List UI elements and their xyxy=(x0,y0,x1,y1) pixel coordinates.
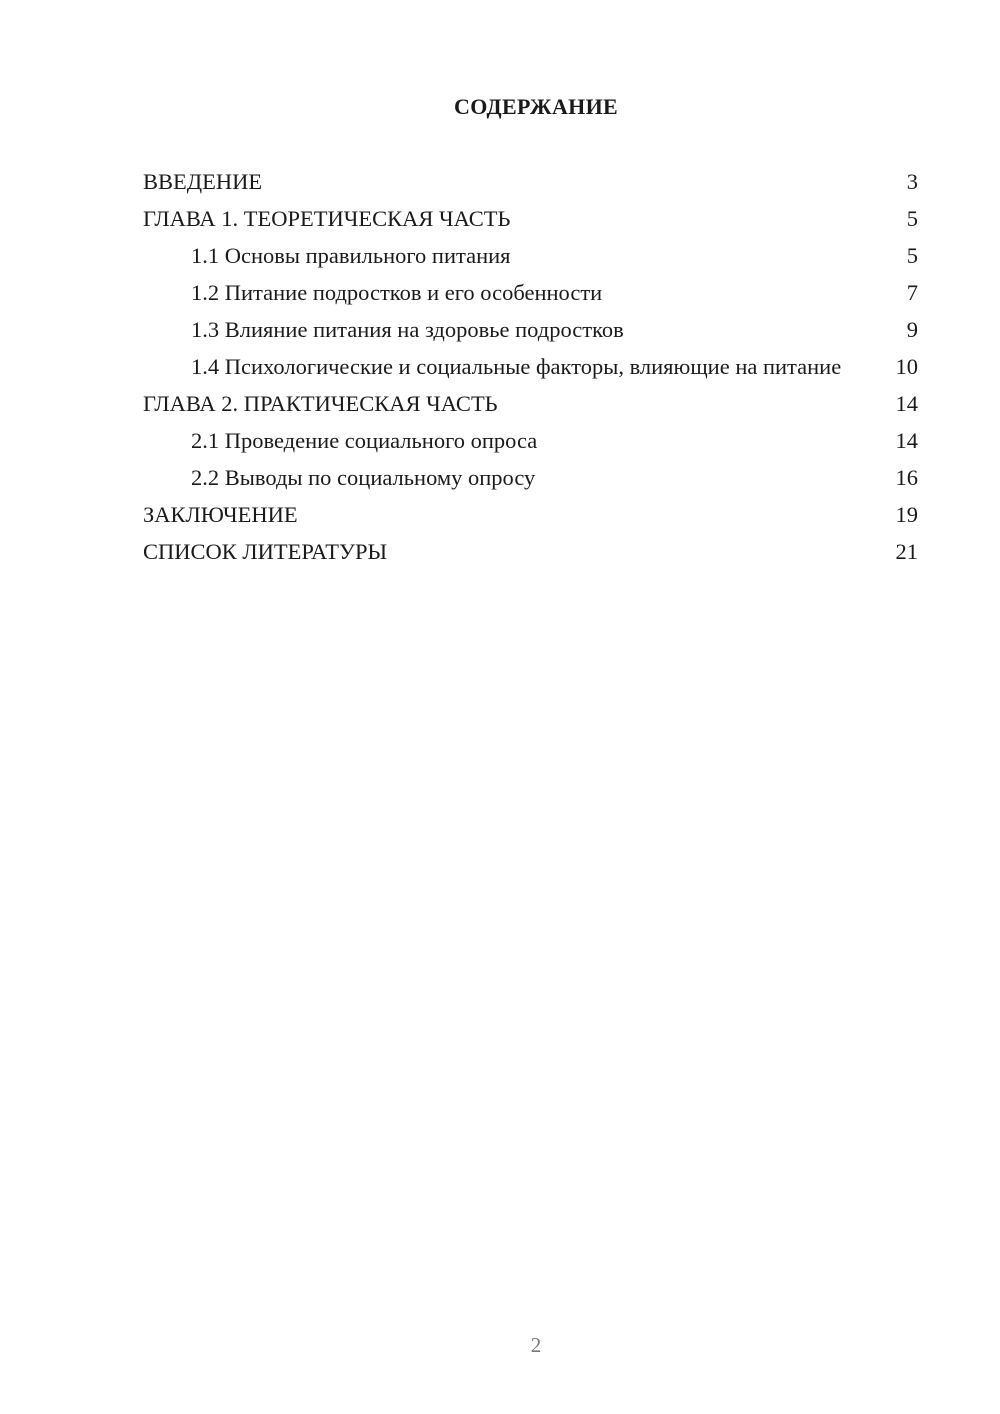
toc-entry-label: 1.4 Психологические и социальные факторы, влияющие на питание xyxy=(191,354,842,379)
toc-entry-label: ЗАКЛЮЧЕНИЕ xyxy=(143,502,298,527)
toc-entry-section-1-1[interactable] xyxy=(143,242,918,269)
toc-entry-label: 2.1 Проведение социального опроса xyxy=(191,428,538,453)
toc-entry-label: ГЛАВА 1. ТЕОРЕТИЧЕСКАЯ ЧАСТЬ xyxy=(143,206,511,231)
toc-entry-label: СПИСОК ЛИТЕРАТУРЫ xyxy=(143,539,388,564)
table-of-contents xyxy=(143,168,918,575)
toc-entry-page: 14 xyxy=(895,428,918,453)
toc-entry-page: 16 xyxy=(895,465,918,490)
toc-entry-label: 1.1 Основы правильного питания xyxy=(191,243,511,268)
toc-entry-section-1-4[interactable] xyxy=(143,353,918,380)
toc-entry-page: 19 xyxy=(895,502,918,527)
toc-entry-page: 7 xyxy=(906,280,918,305)
toc-entry-section-1-2[interactable] xyxy=(143,279,918,306)
toc-title: СОДЕРЖАНИЕ xyxy=(454,94,618,119)
toc-entry-label: 2.2 Выводы по социальному опросу xyxy=(191,465,536,490)
toc-entry-page: 3 xyxy=(906,169,918,194)
footer-page-number: 2 xyxy=(530,1333,542,1357)
toc-entry-label: 1.3 Влияние питания на здоровье подростков xyxy=(191,317,624,342)
toc-entry-page: 14 xyxy=(895,391,918,416)
toc-entry-introduction[interactable] xyxy=(143,168,918,195)
toc-entry-chapter-2[interactable] xyxy=(143,390,918,417)
toc-entry-page: 5 xyxy=(906,243,918,268)
toc-entry-conclusion[interactable] xyxy=(143,501,918,528)
toc-entry-section-2-2[interactable] xyxy=(143,464,918,491)
toc-entry-label: 1.2 Питание подростков и его особенности xyxy=(191,280,603,305)
toc-entry-page: 5 xyxy=(906,206,918,231)
toc-entry-section-1-3[interactable] xyxy=(143,316,918,343)
toc-entry-page: 21 xyxy=(895,539,918,564)
toc-entry-chapter-1[interactable] xyxy=(143,205,918,232)
toc-entry-references[interactable] xyxy=(143,538,918,565)
toc-entry-page: 10 xyxy=(895,354,918,379)
toc-entry-page: 9 xyxy=(906,317,918,342)
toc-entry-label: ГЛАВА 2. ПРАКТИЧЕСКАЯ ЧАСТЬ xyxy=(143,391,498,416)
toc-entry-label: ВВЕДЕНИЕ xyxy=(143,169,263,194)
toc-entry-section-2-1[interactable] xyxy=(143,427,918,454)
